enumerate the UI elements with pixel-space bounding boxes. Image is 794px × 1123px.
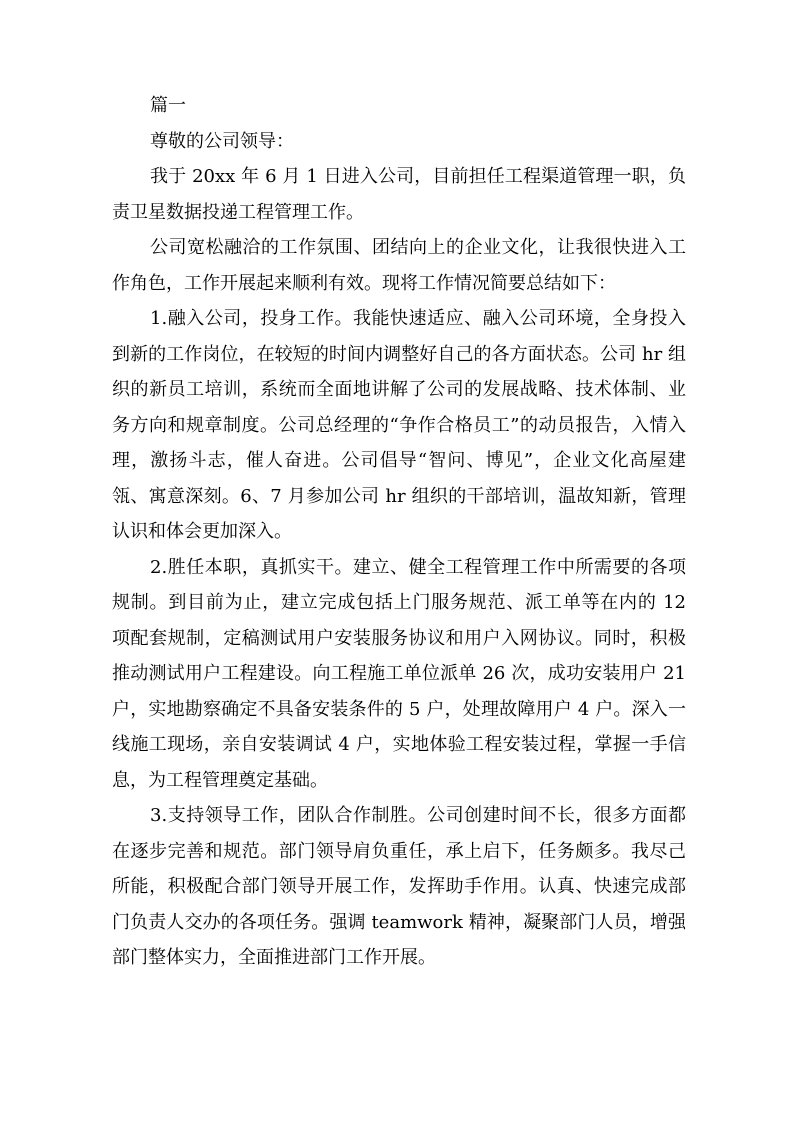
paragraph-item-3: 3.支持领导工作，团队合作制胜。公司创建时间不长，很多方面都在逐步完善和规范。部门领导肩负重任，承上启下，任务颇多。我尽己所能，积极配合部门领导开展工作，发挥助手作用。认真、快速完成部门负责人交办的各项任务。强调 teamwork 精神，凝聚部门人员，增强部门整体实力，全面推进部门工作开展。 (112, 805, 686, 968)
paragraph-intro: 我于 20xx 年 6 月 1 日进入公司，目前担任工程渠道管理一职，负责卫星数据投递工程管理工作。 (112, 166, 686, 223)
document-body (112, 88, 686, 976)
paragraph-item-2: 2.胜任本职，真抓实干。建立、健全工程管理工作中所需要的各项规制。到目前为止，建立完成包括上门服务规范、派工单等在内的 12 项配套规制，定稿测试用户安装服务协议和用户入网协议。同时，积极推动测试用户工程建设。向工程施工单位派单 26 次，成功安装用户 21 户，实地勘察确定不具备安装条件的 5 户，处理故障用户 4 户。深入一线施工现场，亲自安装调试 4 户，实地体验工程安装过程，掌握一手信息，为工程管理奠定基础。 (112, 556, 686, 791)
document-heading: 篇一 (150, 95, 186, 116)
salutation: 尊敬的公司领导： (150, 130, 294, 152)
paragraph-item-1: 1.融入公司，投身工作。我能快速适应、融入公司环境，全身投入到新的工作岗位，在较短的时间内调整好自己的各方面状态。公司 hr 组织的新员工培训，系统而全面地讲解了公司的发展战略、技术体制、业务方向和规章制度。公司总经理的“争作合格员工”的动员报告，入情入理，激扬斗志，催人奋进。公司倡导“智问、博见”，企业文化高屋建瓴、寓意深刻。6、7 月参加公司 hr 组织的干部培训，温故知新，管理认识和体会更加深入。 (112, 308, 686, 542)
paragraph-overview: 公司宽松融洽的工作氛围、团结向上的企业文化，让我很快进入工作角色，工作开展起来顺利有效。现将工作情况简要总结如下： (112, 237, 686, 294)
